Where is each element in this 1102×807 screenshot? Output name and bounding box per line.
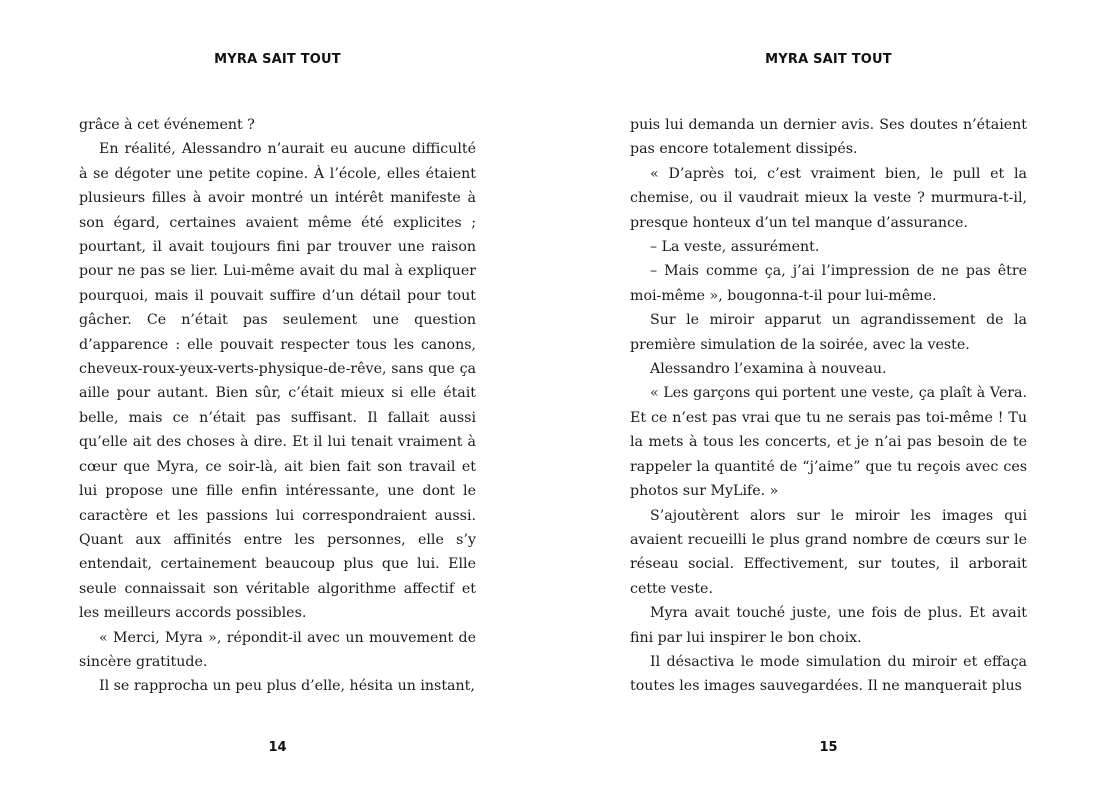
running-head: MYRA SAIT TOUT [214, 52, 341, 67]
page-text [79, 113, 476, 699]
left-page [79, 0, 476, 807]
paragraph: Sur le miroir apparut un agrandissement de la première simulation de la soirée, avec la veste. [630, 312, 1027, 353]
paragraph: Il se rapprocha un peu plus d’elle, hésita un instant, [99, 678, 475, 695]
page-number: 14 [268, 740, 287, 755]
running-head: MYRA SAIT TOUT [765, 52, 892, 67]
paragraph: « Les garçons qui portent une veste, ça plaît à Vera. Et ce n’est pas vrai que tu ne serais pas toi-même ! Tu la mets à tous les concerts, et je n’ai pas besoin de te rappeler la quantité de “j’aime” que tu reçois avec ces photos sur MyLife. » [630, 385, 1027, 500]
paragraph: Alessandro l’examina à nouveau. [650, 361, 887, 378]
paragraph: En réalité, Alessandro n’aurait eu aucune difficulté à se dégoter une petite copine. À l’école, elles étaient plusieurs filles à avoir montré un intérêt manifeste à son égard, certaines avaient même été explicites ; pourtant, il avait toujours fini par trouver une raison pour ne pas se lier. Lui-même avait du mal à expliquer pourquoi, mais il pouvait suffire d’un détail pour tout gâcher. Ce n’était pas seulement une question d’apparence : elle pouvait respecter tous les canons, cheveux-roux-yeux-verts-physique-de-rêve, sans que ça aille pour autant. Bien sûr, c’était mieux si elle était belle, mais ce n’était pas suffisant. Il fallait aussi qu’elle ait des choses à dire. Et il lui tenait vraiment à cœur que Myra, ce soir-là, ait bien fait son travail et lui propose une fille enfin intéressante, une dont le caractère et les passions lui correspondraient aussi. Quant aux affinités entre les personnes, elle s’y entendait, certainement beaucoup plus que lui. Elle seule connaissait son véritable algorithme affectif et les meilleurs accords possibles. [79, 141, 476, 622]
paragraph: Il désactiva le mode simulation du miroir et effaça toutes les images sauvegardées. Il ne manquerait plus [630, 653, 1027, 695]
paragraph: Myra avait touché juste, une fois de plus. Et avait fini par lui inspirer le bon choix. [630, 605, 1027, 646]
page-text [630, 113, 1027, 699]
paragraph: « Merci, Myra », répondit-il avec un mouvement de sincère gratitude. [79, 629, 476, 670]
paragraph: grâce à cet événement ? [79, 117, 255, 133]
paragraph: S’ajoutèrent alors sur le miroir les images qui avaient recueilli le plus grand nombre de cœurs sur le réseau social. Effectivement, sur toutes, il arborait cette veste. [630, 507, 1027, 597]
paragraph: – La veste, assurément. [650, 239, 820, 256]
paragraph: puis lui demanda un dernier avis. Ses doutes n’étaient pas encore totalement dissipés. [630, 117, 1027, 158]
right-page [630, 0, 1027, 807]
paragraph: « D’après toi, c’est vraiment bien, le pull et la chemise, ou il vaudrait mieux la veste ? murmura-t-il, presque honteux d’un tel manque d’assurance. [630, 165, 1027, 231]
paragraph: – Mais comme ça, j’ai l’impression de ne pas être moi-même », bougonna-t-il pour lui-même. [630, 263, 1027, 304]
page-number: 15 [819, 740, 838, 755]
